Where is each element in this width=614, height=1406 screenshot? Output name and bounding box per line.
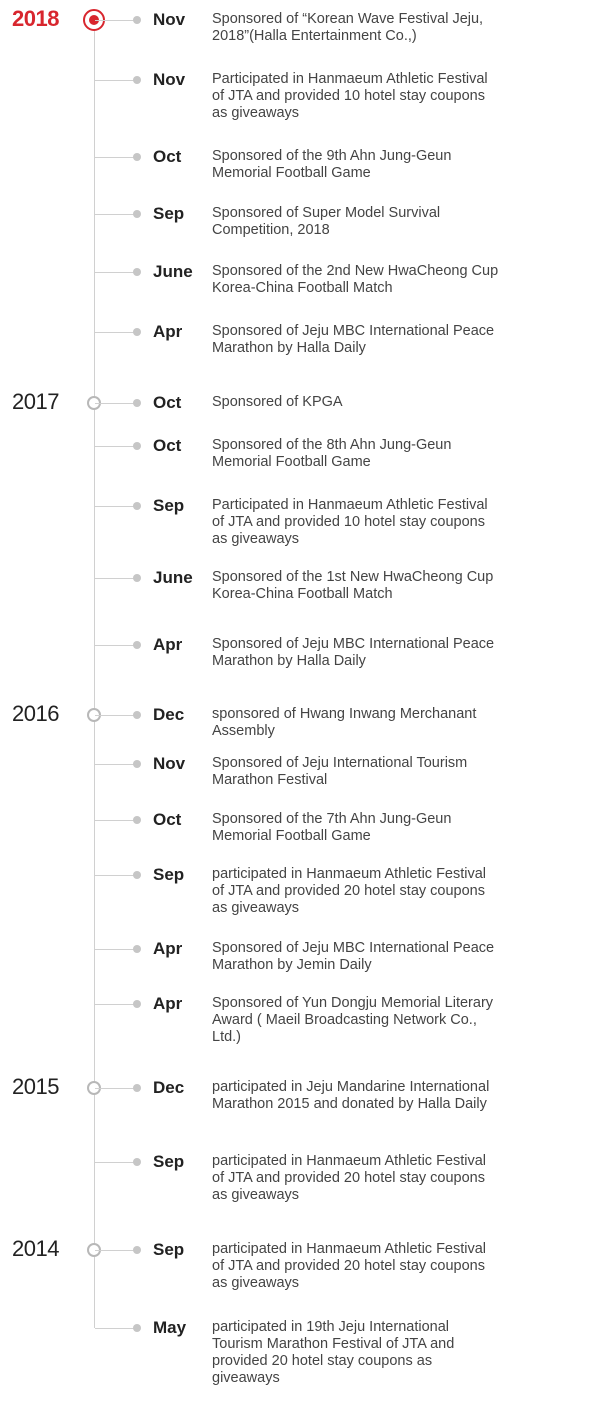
entry-connector: [95, 506, 135, 507]
entry-month: Apr: [153, 322, 183, 341]
entry-month: Oct: [153, 810, 182, 829]
entry-description: Sponsored of the 1st New HwaCheong Cup Korea-China Football Match: [212, 569, 494, 602]
entry-month: Sep: [153, 1240, 185, 1259]
entry-dot-icon: [133, 1246, 141, 1254]
entry-description: Sponsored of the 9th Ahn Jung-Geun Memorial Football Game: [212, 148, 452, 181]
entry-dot-icon: [133, 574, 141, 582]
entry-dot-icon: [133, 210, 141, 218]
entry-month: Sep: [153, 1152, 185, 1171]
entry-dot-icon: [133, 399, 141, 407]
entry-description: Sponsored of Jeju International Tourism Marathon Festival: [212, 755, 468, 788]
entry-description: sponsored of Hwang Inwang Merchanant Assembly: [212, 706, 477, 739]
entry-connector: [95, 820, 135, 821]
entry-month: June: [153, 262, 193, 281]
entry-dot-icon: [133, 711, 141, 719]
entry-connector: [95, 875, 135, 876]
entry-description: participated in Hanmaeum Athletic Festival of JTA and provided 20 hotel stay coupons as giveaways: [212, 1241, 487, 1291]
entry-dot-icon: [133, 442, 141, 450]
entry-month: June: [153, 568, 193, 587]
entry-dot-icon: [133, 945, 141, 953]
entry-description: participated in Hanmaeum Athletic Festival of JTA and provided 20 hotel stay coupons as giveaways: [212, 1153, 487, 1203]
year-label: 2017: [12, 389, 59, 414]
entry-description: Sponsored of the 8th Ahn Jung-Geun Memorial Football Game: [212, 437, 452, 470]
entry-description: participated in Jeju Mandarine International Marathon 2015 and donated by Halla Daily: [212, 1079, 490, 1112]
entry-dot-icon: [133, 16, 141, 24]
year-label: 2018: [12, 6, 59, 31]
entry-connector: [95, 1328, 135, 1329]
entry-connector: [95, 1250, 135, 1251]
entry-connector: [95, 645, 135, 646]
entry-month: Dec: [153, 705, 185, 724]
entry-description: Participated in Hanmaeum Athletic Festival of JTA and provided 10 hotel stay coupons as giveaways: [212, 497, 488, 547]
entry-connector: [95, 1088, 135, 1089]
entry-month: Oct: [153, 147, 182, 166]
entry-month: Oct: [153, 393, 182, 412]
entry-description: participated in Hanmaeum Athletic Festival of JTA and provided 20 hotel stay coupons as giveaways: [212, 866, 487, 916]
entry-month: Sep: [153, 204, 185, 223]
entry-connector: [95, 214, 135, 215]
entry-description: Participated in Hanmaeum Athletic Festival of JTA and provided 10 hotel stay coupons as giveaways: [212, 71, 488, 121]
entry-dot-icon: [133, 1324, 141, 1332]
entry-dot-icon: [133, 268, 141, 276]
entry-dot-icon: [133, 871, 141, 879]
entry-month: Nov: [153, 754, 186, 773]
entry-description: Sponsored of the 7th Ahn Jung-Geun Memorial Football Game: [212, 811, 452, 844]
entry-connector: [95, 764, 135, 765]
entry-dot-icon: [133, 760, 141, 768]
entry-description: Sponsored of the 2nd New HwaCheong Cup Korea-China Football Match: [212, 263, 499, 296]
entry-dot-icon: [133, 502, 141, 510]
entry-dot-icon: [133, 328, 141, 336]
entry-connector: [95, 403, 135, 404]
entry-connector: [95, 157, 135, 158]
entry-description: Sponsored of Jeju MBC International Peace Marathon by Jemin Daily: [212, 940, 495, 973]
entry-dot-icon: [133, 76, 141, 84]
entry-connector: [95, 332, 135, 333]
entry-description: Sponsored of KPGA: [212, 394, 343, 410]
entry-dot-icon: [133, 1000, 141, 1008]
entry-dot-icon: [133, 1158, 141, 1166]
entry-description: Sponsored of Jeju MBC International Peace Marathon by Halla Daily: [212, 323, 495, 356]
entry-description: Sponsored of Jeju MBC International Peace Marathon by Halla Daily: [212, 636, 495, 669]
entry-description: Sponsored of Yun Dongju Memorial Literary Award ( Maeil Broadcasting Network Co., Ltd.): [212, 995, 494, 1045]
entry-month: Apr: [153, 994, 183, 1013]
entry-month: Nov: [153, 10, 186, 29]
year-label: 2016: [12, 701, 59, 726]
entry-connector: [95, 949, 135, 950]
timeline-line: [94, 20, 95, 1328]
entry-connector: [95, 578, 135, 579]
entry-dot-icon: [133, 641, 141, 649]
entry-connector: [95, 80, 135, 81]
entry-month: Oct: [153, 436, 182, 455]
entry-month: Apr: [153, 939, 183, 958]
entry-connector: [95, 1004, 135, 1005]
entry-connector: [95, 272, 135, 273]
entry-month: May: [153, 1318, 187, 1337]
entry-dot-icon: [133, 1084, 141, 1092]
entry-connector: [95, 20, 135, 21]
entry-month: Sep: [153, 865, 185, 884]
year-label: 2015: [12, 1074, 59, 1099]
year-label: 2014: [12, 1236, 59, 1261]
entry-dot-icon: [133, 153, 141, 161]
entry-description: Sponsored of “Korean Wave Festival Jeju, 2018”(Halla Entertainment Co.,): [212, 11, 484, 44]
entry-month: Dec: [153, 1078, 185, 1097]
entry-connector: [95, 715, 135, 716]
entry-month: Sep: [153, 496, 185, 515]
entry-description: Sponsored of Super Model Survival Competition, 2018: [212, 205, 441, 238]
entry-connector: [95, 446, 135, 447]
entry-month: Apr: [153, 635, 183, 654]
entry-month: Nov: [153, 70, 186, 89]
entry-connector: [95, 1162, 135, 1163]
entry-dot-icon: [133, 816, 141, 824]
entry-description: participated in 19th Jeju International Tourism Marathon Festival of JTA and provided 20 hotel stay coupons as giveaways: [212, 1319, 455, 1386]
